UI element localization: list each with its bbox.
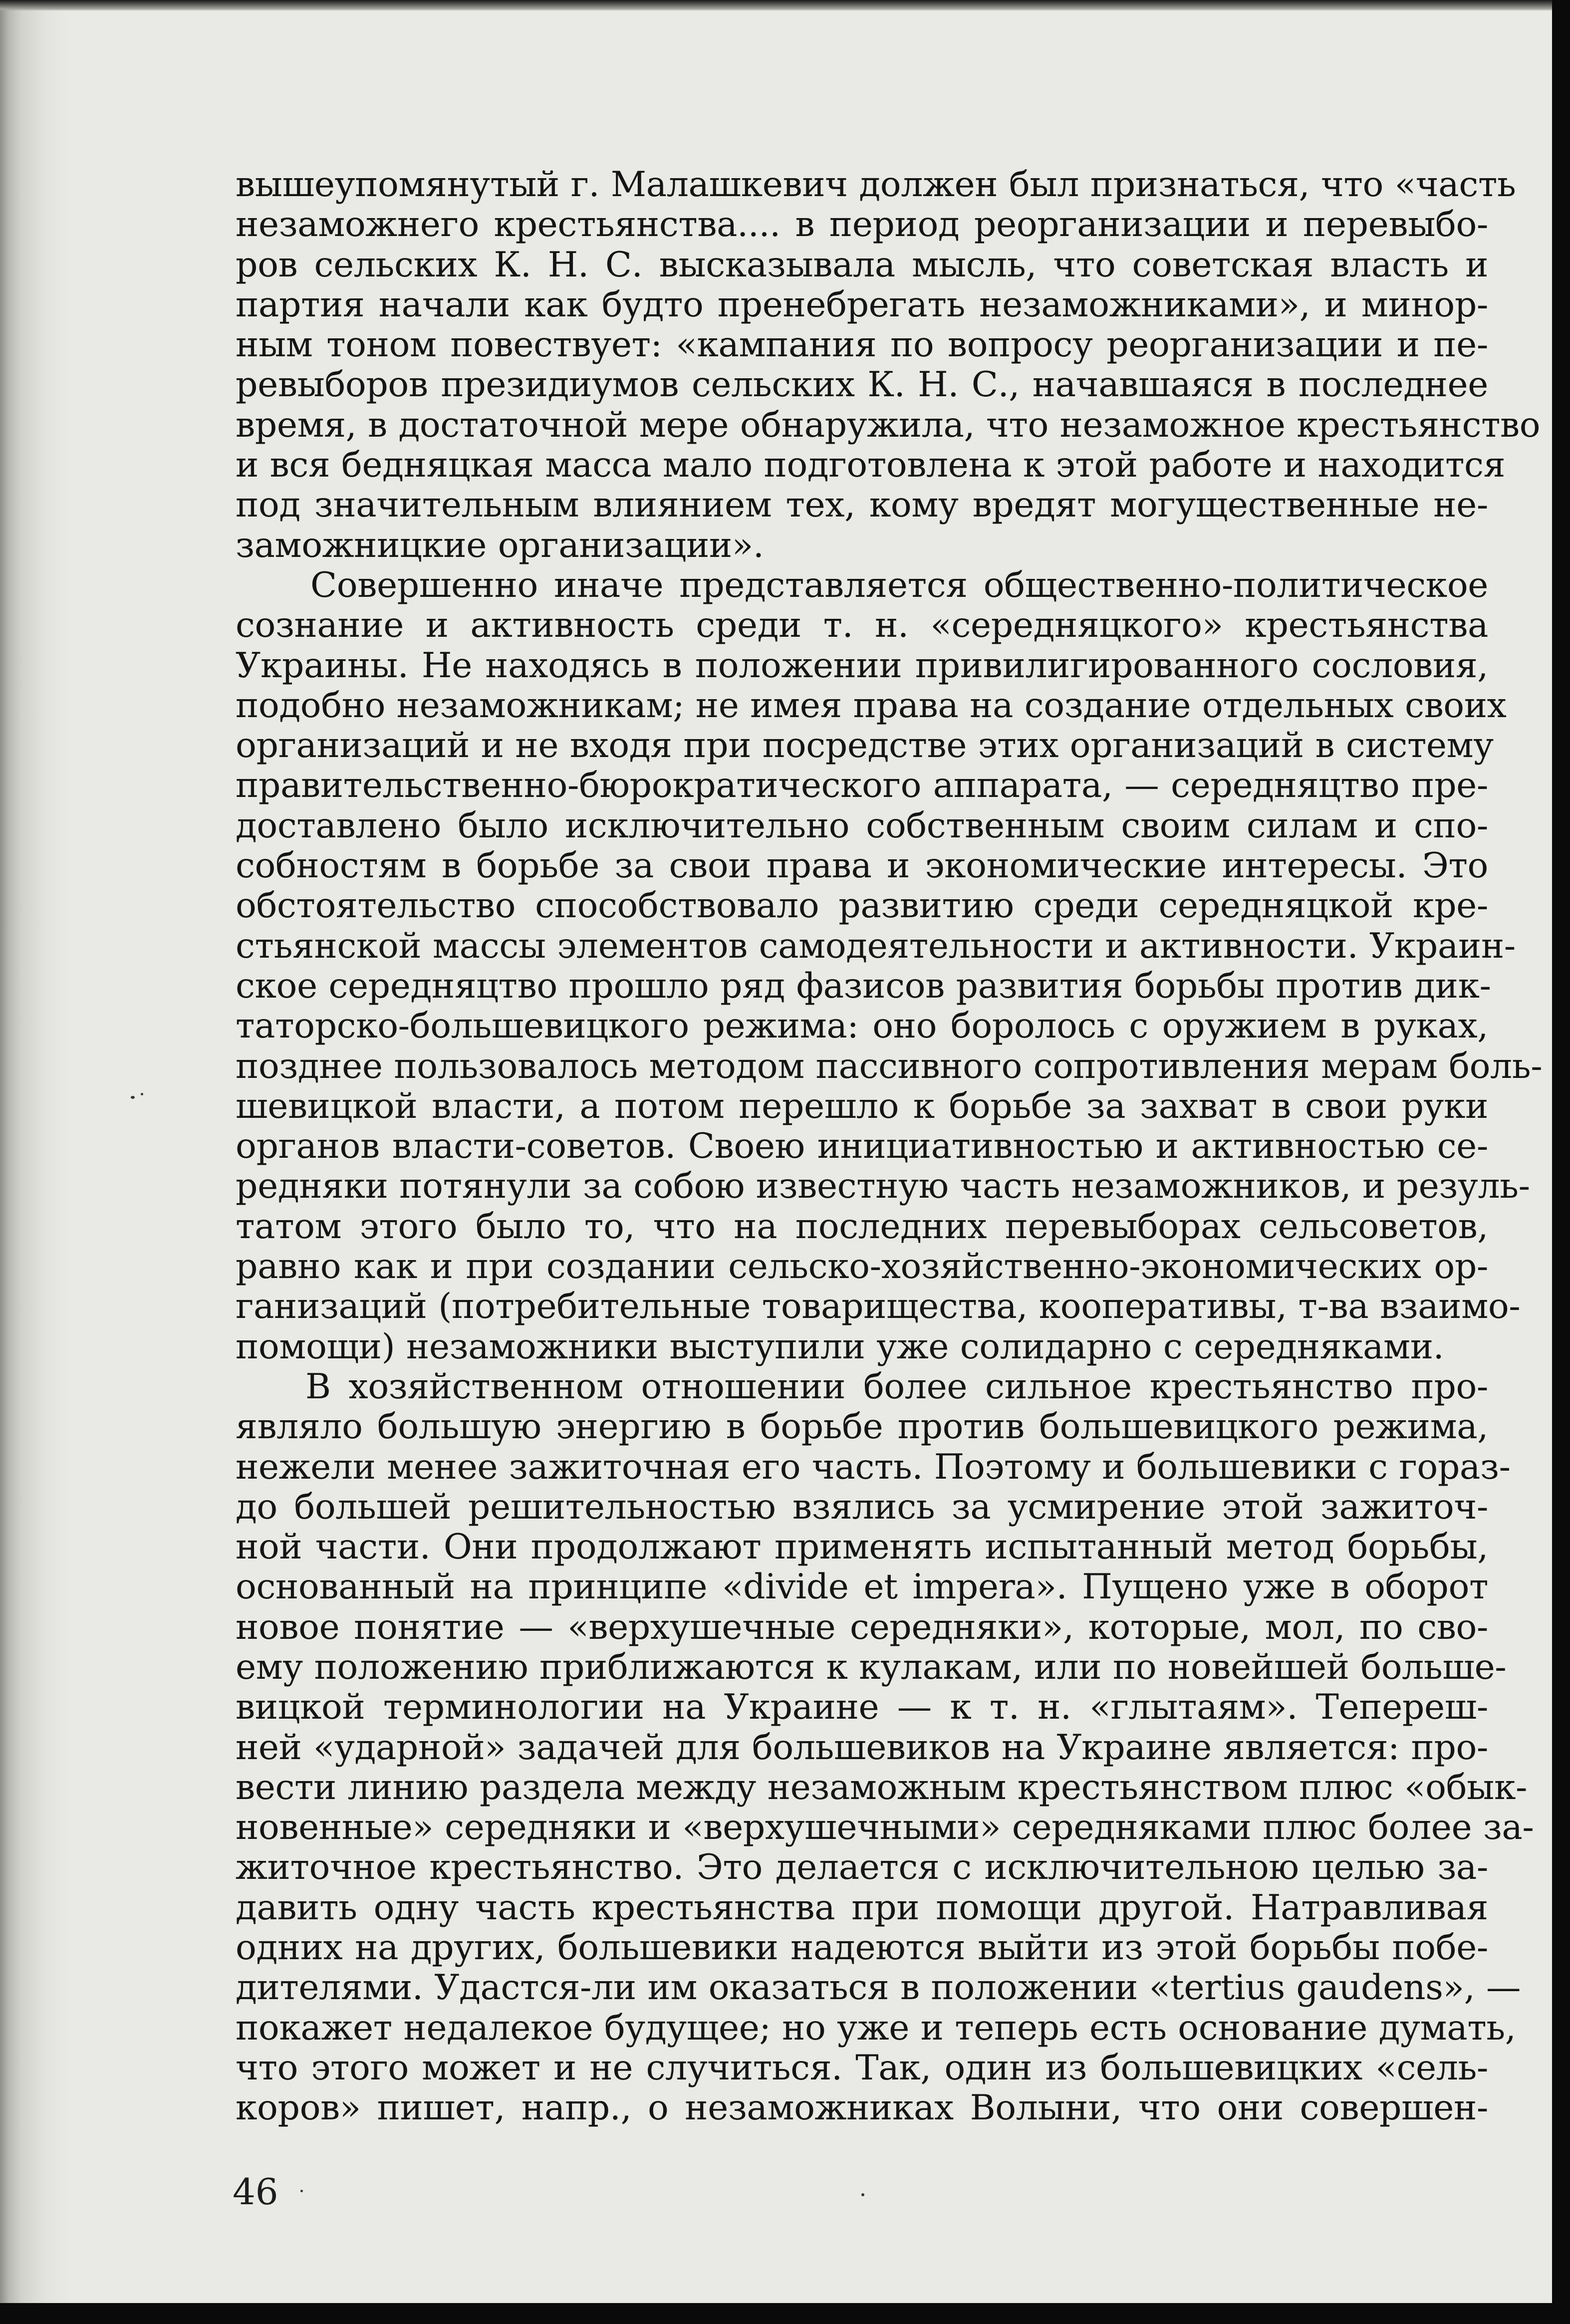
text-line: Украины. Не находясь в положении привилигированного сословия, (236, 645, 1488, 686)
text-line: ганизаций (потребительные товарищества, кооперативы, т-ва взаимо- (236, 1286, 1521, 1327)
dust-speck (141, 1093, 143, 1095)
text-line: дителями. Удастся-ли им оказаться в положении «tertius gaudens», — (236, 1967, 1521, 2008)
text-line: ной части. Они продолжают применять испытанный метод борьбы, (236, 1527, 1488, 1567)
dust-speck (131, 1096, 135, 1099)
text-line: равно как и при создании сельско-хозяйственно-экономических ор- (236, 1246, 1488, 1287)
text-line: новенные» середняки и «верхушечными» середняками плюс более за- (236, 1807, 1534, 1848)
text-line: нежели менее зажиточная его часть. Поэтому и большевики с гораз- (236, 1446, 1511, 1487)
text-line: ревыборов президиумов сельских К. Н. С., начавшаяся в последнее (236, 364, 1488, 405)
text-line: таторско-большевицкого режима: оно боролось с оружием в руках, (236, 1006, 1488, 1046)
text-line: давить одну часть крестьянства при помощи другой. Натравливая (236, 1887, 1488, 1928)
page-number: 46 (233, 2171, 278, 2213)
text-line: основанный на принципе «divide et impera». Пущено уже в оборот (236, 1566, 1488, 1607)
text-line: В хозяйственном отношении более сильное крестьянство про- (305, 1366, 1488, 1407)
text-line: шевицкой власти, а потом перешло к борьбе за захват в свои руки (236, 1085, 1488, 1126)
text-line: собностям в борьбе за свои права и экономические интересы. Это (236, 845, 1488, 886)
text-line: татом этого было то, что на последних перевыборах сельсоветов, (236, 1206, 1488, 1247)
text-line: редняки потянули за собою известную часть незаможников, и резуль- (236, 1166, 1530, 1207)
text-line: что этого может и не случиться. Так, один из большевицких «сель- (236, 2047, 1488, 2088)
text-line: ров сельских К. Н. С. высказывала мысль, что советская власть и (236, 244, 1488, 285)
text-line: сознание и активность среди т. н. «середняцкого» крестьянства (236, 605, 1488, 646)
text-line: ему положению приближаются к кулакам, или по новейшей больше- (236, 1646, 1507, 1687)
text-line: покажет недалекое будущее; но уже и теперь есть основание думать, (236, 2007, 1516, 2048)
text-line: стьянской массы элементов самодеятельности и активности. Украин- (236, 925, 1516, 966)
text-line: вицкой терминологии на Украине — к т. н. «глытаям». Тепереш- (236, 1687, 1488, 1728)
scan-border-bottom (0, 2303, 1570, 2324)
text-line: доставлено было исключительно собственным своим силам и спо- (236, 805, 1488, 846)
page-top-shadow (0, 0, 1552, 11)
text-line: ней «ударной» задачей для большевиков на Украине является: про- (236, 1727, 1488, 1768)
text-line: под значительным влиянием тех, кому вредят могущественные не- (236, 485, 1488, 525)
text-line: являло большую энергию в борьбе против большевицкого режима, (236, 1406, 1488, 1447)
text-line: и вся бедняцкая масса мало подготовлена к этой работе и находится (236, 445, 1506, 486)
text-line: житочное крестьянство. Это делается с исключительною целью за- (236, 1847, 1488, 1888)
text-line: новое понятие — «верхушечные середняки», которые, мол, по сво- (236, 1606, 1488, 1647)
text-line: ское середняцтво прошло ряд фазисов развития борьбы против дик- (236, 965, 1491, 1006)
dust-speck (861, 2193, 864, 2196)
text-line: вышеупомянутый г. Малашкевич должен был признаться, что «часть (236, 164, 1516, 205)
text-line: до большей решительностью взялись за усмирение этой зажиточ- (236, 1486, 1488, 1527)
dust-speck (300, 2190, 303, 2192)
text-line: Совершенно иначе представляется общественно-политическое (310, 564, 1488, 605)
body-text (236, 164, 1543, 2128)
text-line: правительственно-бюрократического аппарата, — середняцтво пре- (236, 765, 1488, 806)
text-line: незаможнего крестьянства.... в период реорганизации и перевыбо- (236, 204, 1488, 245)
text-line: одних на других, большевики надеются выйти из этой борьбы побе- (236, 1927, 1488, 1968)
text-line: ным тоном повествует: «кампания по вопросу реорганизации и пе- (236, 324, 1488, 365)
scan-border-right (1552, 0, 1570, 2324)
text-line: вести линию раздела между незаможным крестьянством плюс «обык- (236, 1767, 1528, 1808)
text-line: помощи) незаможники выступили уже солидарно с середняками. (236, 1326, 1444, 1367)
text-line: обстоятельство способствовало развитию среди середняцкой кре- (236, 885, 1488, 926)
text-line: время, в достаточной мере обнаружила, что незаможное крестьянство (236, 404, 1541, 445)
text-line: заможницкие организации». (236, 524, 764, 565)
text-line: подобно незаможникам; не имея права на создание отдельных своих (236, 685, 1507, 726)
text-line: коров» пишет, напр., о незаможниках Волыни, что они совершен- (236, 2087, 1488, 2128)
text-line: партия начали как будто пренебрегать незаможниками», и минор- (236, 284, 1488, 325)
text-line: позднее пользовалось методом пассивного сопротивления мерам боль- (236, 1045, 1543, 1086)
text-line: органов власти-советов. Своею инициативностью и активностью се- (236, 1126, 1488, 1167)
text-line: организаций и не входя при посредстве этих организаций в систему (236, 725, 1494, 766)
